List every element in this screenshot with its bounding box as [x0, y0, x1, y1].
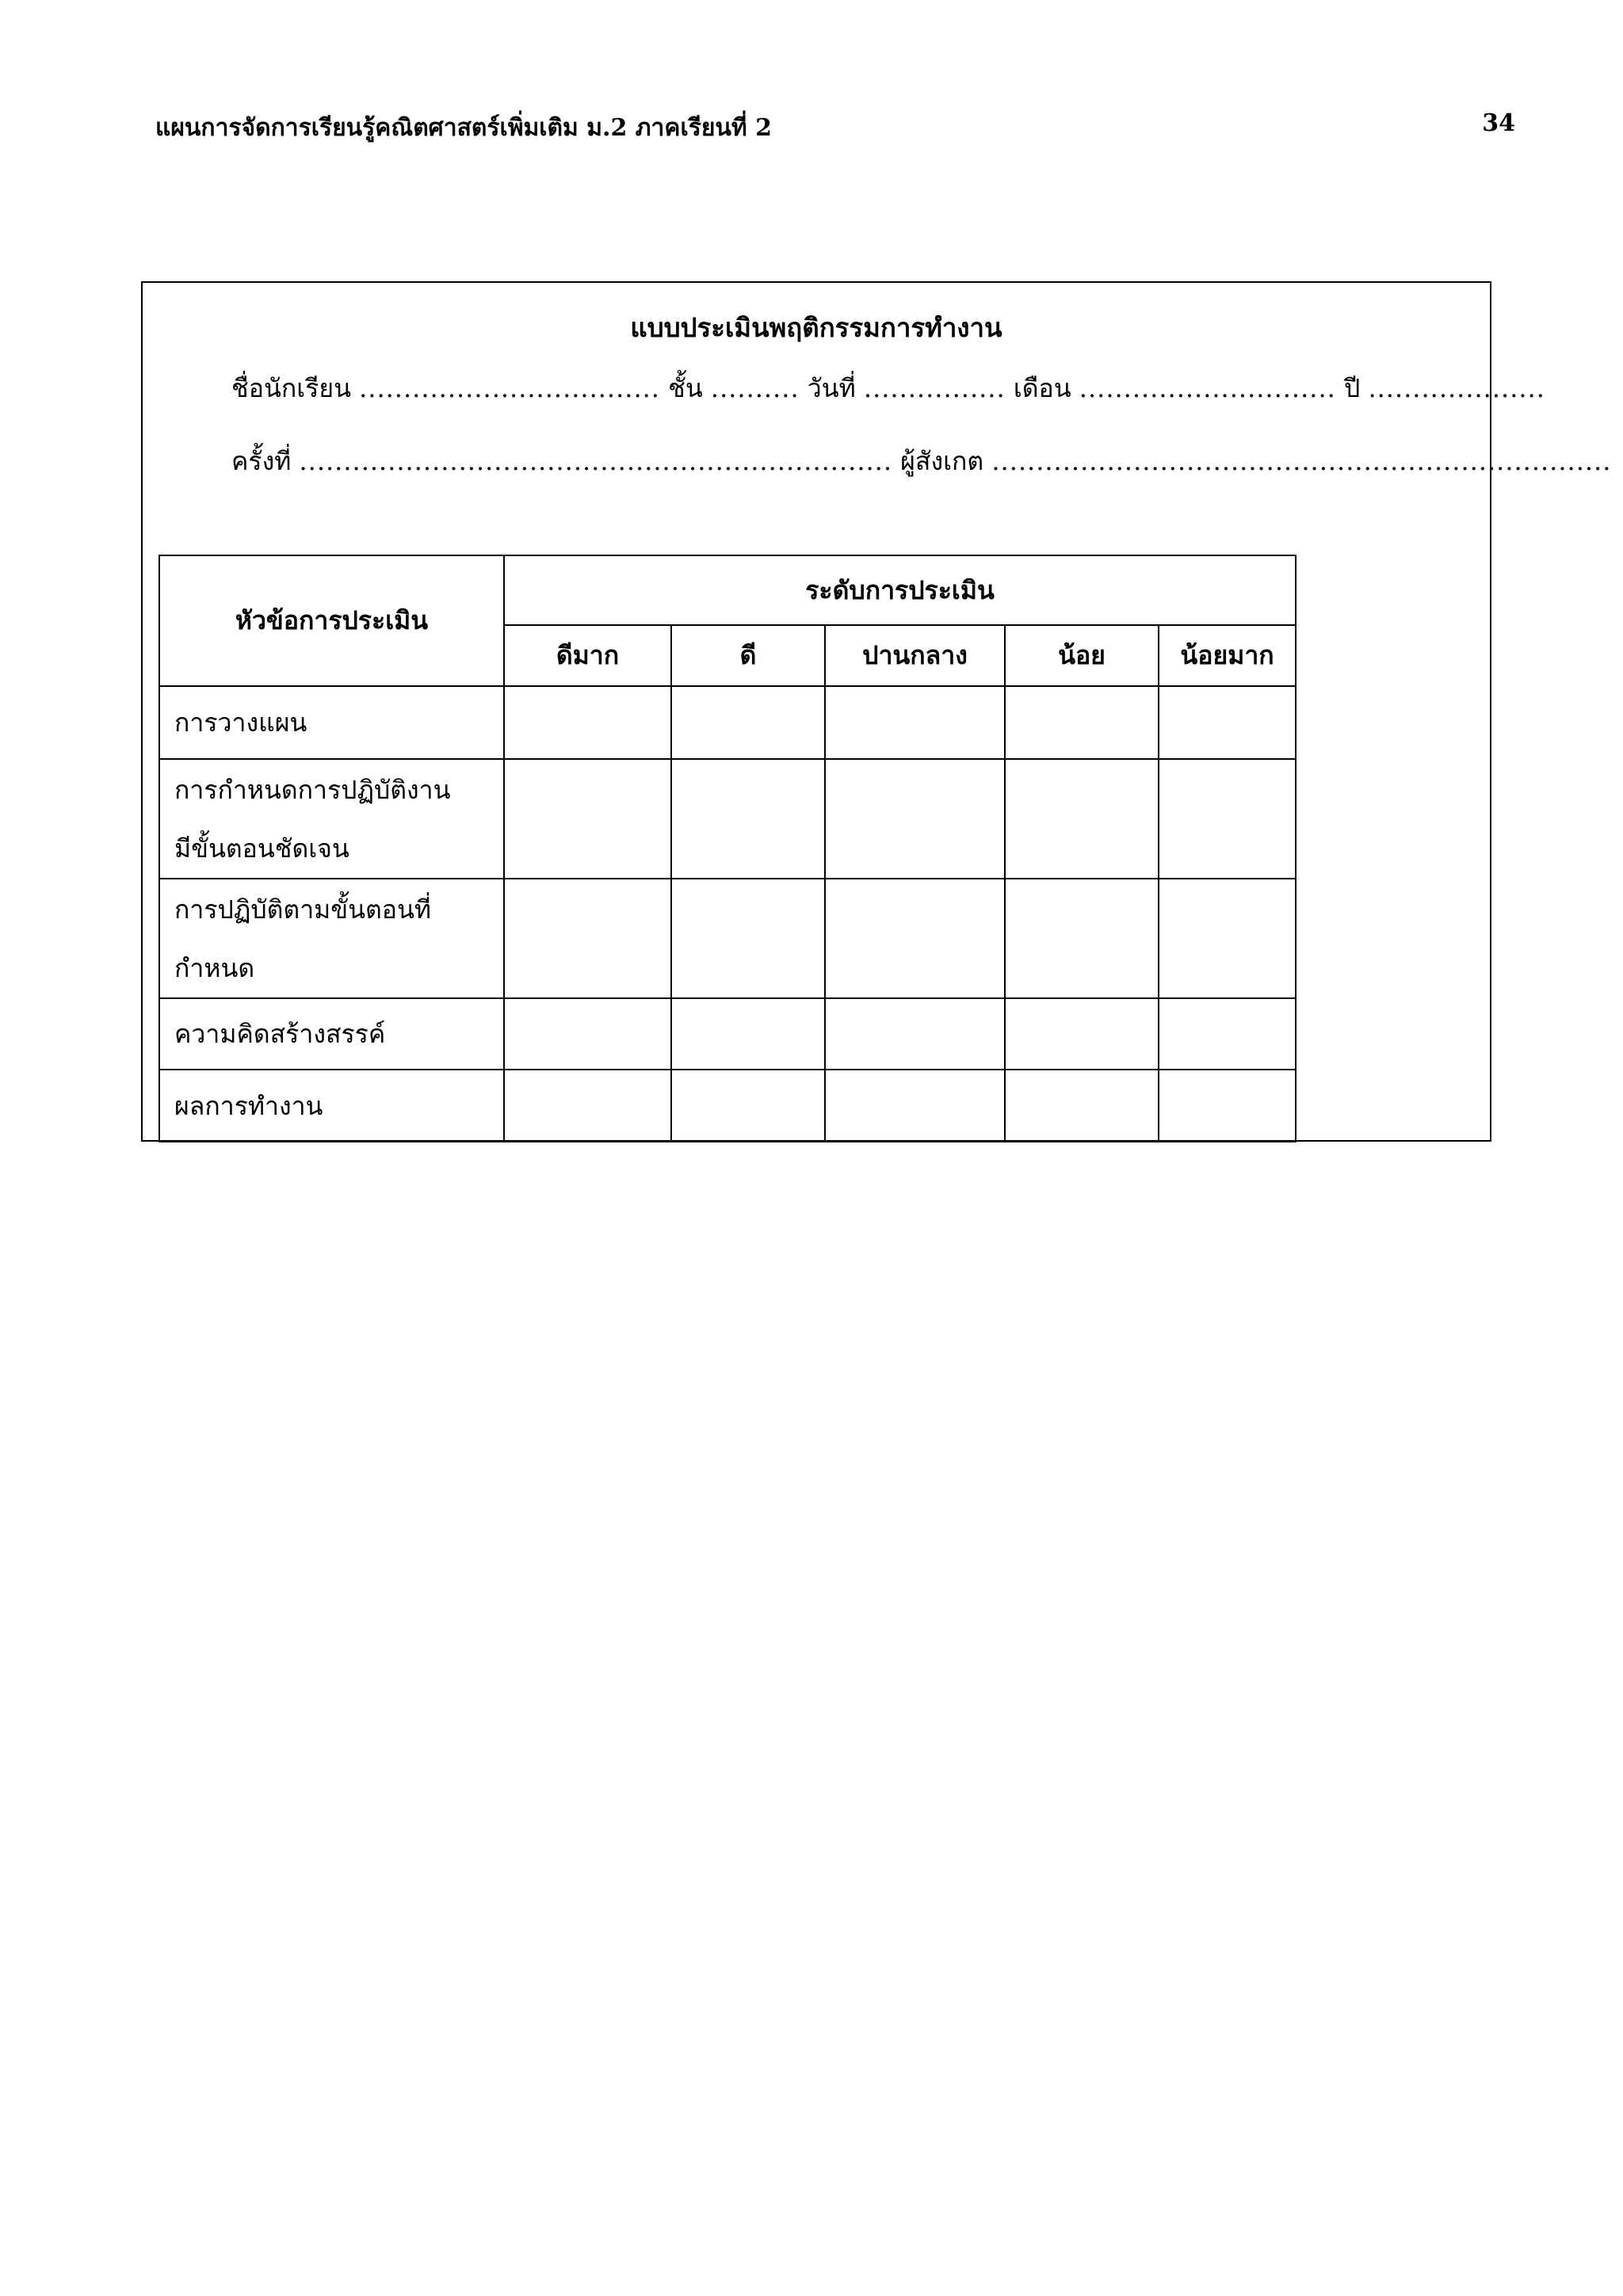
page-number: 34 — [1482, 109, 1515, 137]
rating-cell[interactable] — [504, 1070, 671, 1142]
rating-cell[interactable] — [825, 998, 1005, 1070]
rating-cell[interactable] — [1159, 759, 1296, 879]
level-poor: น้อย — [1005, 625, 1159, 686]
month-label: เดือน — [1013, 373, 1071, 403]
student-name-field[interactable]: .................................. — [359, 373, 660, 403]
rating-cell[interactable] — [1159, 1070, 1296, 1142]
rating-cell[interactable] — [504, 686, 671, 759]
rating-cell[interactable] — [1159, 879, 1296, 998]
topic-header: หัวข้อการประเมิน — [159, 555, 504, 686]
table-row — [159, 879, 1296, 998]
table-row — [159, 1070, 1296, 1142]
year-label: ปี — [1343, 373, 1361, 403]
observer-label: ผู้สังเกต — [900, 446, 984, 476]
topic-text: การวางแผน — [174, 707, 307, 738]
topic-cell — [159, 879, 504, 998]
date-label: วันที่ — [807, 373, 856, 403]
rating-cell[interactable] — [671, 1070, 825, 1142]
rating-cell[interactable] — [825, 759, 1005, 879]
form-title: แบบประเมินพฤติกรรมการทำงาน — [630, 312, 1002, 343]
topic-cell — [159, 759, 504, 879]
rating-cell[interactable] — [671, 879, 825, 998]
rating-cell[interactable] — [1159, 998, 1296, 1070]
rating-cell[interactable] — [825, 1070, 1005, 1142]
observer-info-line — [231, 441, 1611, 482]
rating-cell[interactable] — [825, 686, 1005, 759]
level-very-good: ดีมาก — [504, 625, 671, 686]
rating-cell[interactable] — [671, 998, 825, 1070]
rating-cell[interactable] — [825, 879, 1005, 998]
month-field[interactable]: ............................. — [1079, 373, 1336, 403]
topic-text: กำหนด — [174, 952, 255, 983]
table-row — [159, 686, 1296, 759]
topic-text: การกำหนดการปฏิบัติงาน — [174, 774, 451, 805]
level-good: ดี — [671, 625, 825, 686]
class-label: ชั้น — [668, 373, 703, 403]
rating-cell[interactable] — [504, 879, 671, 998]
level-fair: ปานกลาง — [825, 625, 1005, 686]
level-very-poor: น้อยมาก — [1159, 625, 1296, 686]
evaluation-table — [158, 555, 1296, 1142]
topic-text: ความคิดสร้างสรรค์ — [174, 1019, 386, 1049]
topic-text: ผลการทำงาน — [174, 1090, 323, 1121]
rating-cell[interactable] — [671, 686, 825, 759]
round-field[interactable]: ................................................................... — [299, 446, 892, 476]
table-row — [159, 759, 1296, 879]
table-header-row — [159, 555, 1296, 625]
topic-text: การปฏิบัติตามขั้นตอนที่ — [174, 894, 431, 925]
topic-cell — [159, 686, 504, 759]
evaluation-form — [141, 281, 1612, 1142]
rating-cell[interactable] — [671, 759, 825, 879]
rating-cell[interactable] — [1005, 879, 1159, 998]
topic-text: มีขั้นตอนชัดเจน — [174, 833, 349, 864]
page-header — [155, 109, 1515, 157]
year-field[interactable]: .................... — [1368, 373, 1545, 403]
table-row — [159, 998, 1296, 1070]
rating-cell[interactable] — [504, 998, 671, 1070]
topic-cell — [159, 1070, 504, 1142]
date-field[interactable]: ................ — [863, 373, 1006, 403]
rating-cell[interactable] — [1005, 686, 1159, 759]
rating-cell[interactable] — [1005, 998, 1159, 1070]
rating-cell[interactable] — [1159, 686, 1296, 759]
rating-cell[interactable] — [1005, 1070, 1159, 1142]
level-header: ระดับการประเมิน — [504, 555, 1296, 625]
class-field[interactable]: .......... — [710, 373, 800, 403]
round-label: ครั้งที่ — [231, 446, 292, 476]
student-name-label: ชื่อนักเรียน — [231, 373, 351, 403]
student-info-line — [231, 368, 1545, 409]
header-title: แผนการจัดการเรียนรู้คณิตศาสตร์เพิ่มเติม ม.2 ภาคเรียนที่ 2 — [155, 114, 773, 142]
observer-field[interactable]: ...................................................................... — [991, 446, 1612, 476]
topic-cell — [159, 998, 504, 1070]
rating-cell[interactable] — [1005, 759, 1159, 879]
rating-cell[interactable] — [504, 759, 671, 879]
